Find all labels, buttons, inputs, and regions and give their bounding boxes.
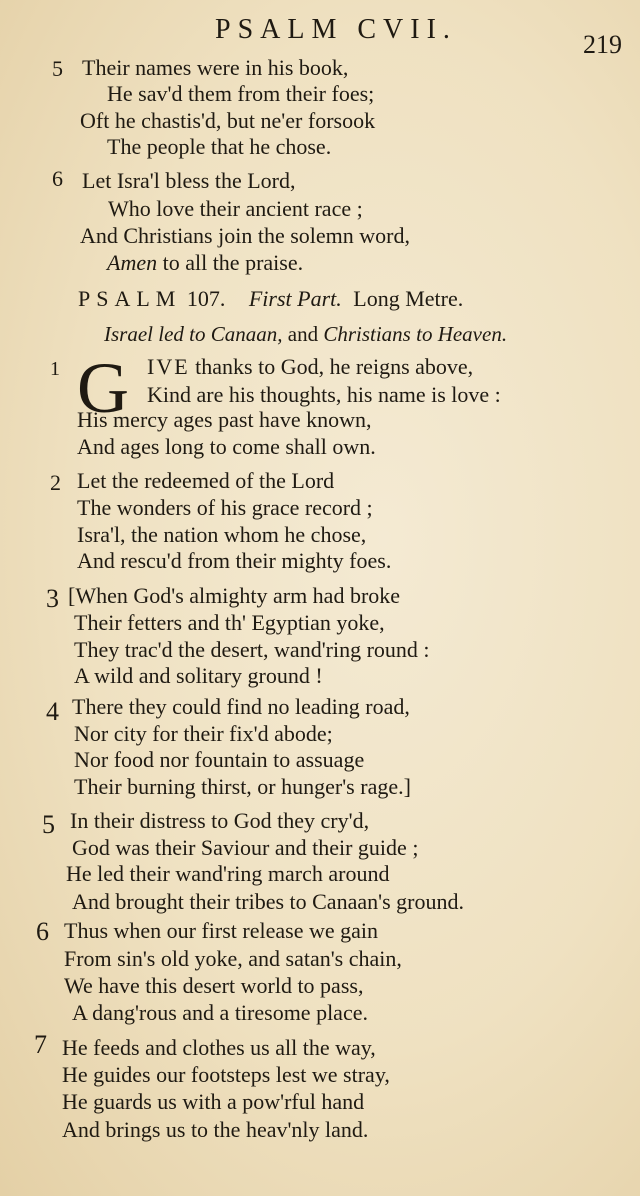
verse-line: The people that he chose.	[107, 134, 332, 159]
psalm-metre: Long Metre.	[353, 286, 464, 311]
verse-line: From sin's old yoke, and satan's chain,	[64, 946, 402, 971]
verse-number: 5	[42, 810, 55, 839]
verse-number: 5	[52, 56, 63, 81]
page-number: 219	[583, 30, 622, 59]
verse-line: He guides our footsteps lest we stray,	[62, 1062, 390, 1087]
verse-line: A dang'rous and a tiresome place.	[72, 1000, 368, 1025]
verse-line: Oft he chastis'd, but ne'er forsook	[80, 108, 376, 133]
psalm-number: 107.	[186, 286, 226, 311]
amen-word: Amen	[107, 250, 158, 275]
verse-line: His mercy ages past have known,	[77, 407, 372, 432]
verse-line: [When God's almighty arm had broke	[68, 583, 401, 608]
running-head: PSALM CVII.	[215, 14, 457, 45]
psalm-subtitle	[104, 322, 507, 347]
verse-line: Isra'l, the nation whom he chose,	[77, 522, 367, 547]
verse-line: We have this desert world to pass,	[64, 973, 364, 998]
verse-line	[107, 249, 303, 276]
verse-line: He led their wand'ring march around	[66, 861, 390, 886]
caps-word: IVE	[147, 354, 190, 379]
amen-rest: to all the praise.	[157, 250, 304, 275]
verse-line: Their burning thirst, or hunger's rage.]	[74, 774, 411, 799]
verse-number: 4	[46, 697, 59, 726]
verse-number: 6	[52, 166, 63, 191]
verse-line: Kind are his thoughts, his name is love :	[147, 382, 501, 407]
verse-line: And brings us to the heav'nly land.	[62, 1117, 369, 1142]
psalm-heading	[78, 286, 463, 312]
verse-line: God was their Saviour and their guide ;	[72, 835, 419, 860]
verse-line: He guards us with a pow'rful hand	[62, 1089, 365, 1114]
psalm-word: PSALM	[78, 286, 182, 311]
verse-line	[147, 353, 473, 380]
verse-line: Their fetters and th' Egyptian yoke,	[74, 610, 385, 635]
subtitle-and: and	[287, 322, 319, 346]
subtitle-b: Christians to Heaven.	[323, 322, 508, 346]
verse-line: Let Isra'l bless the Lord,	[82, 168, 296, 193]
verse-line: Let the redeemed of the Lord	[77, 468, 335, 493]
verse-line: He feeds and clothes us all the way,	[62, 1035, 376, 1060]
verse-line: Nor food nor fountain to assuage	[74, 747, 365, 772]
verse-line: And ages long to come shall own.	[77, 434, 376, 459]
psalm-part: First Part.	[248, 286, 342, 311]
verse-number: 1	[50, 358, 60, 380]
verse-number: 2	[50, 470, 61, 495]
verse-number: 6	[36, 917, 49, 946]
verse-line: They trac'd the desert, wand'ring round :	[74, 637, 430, 662]
verse-line: Thus when our first release we gain	[64, 918, 379, 943]
verse-line: Their names were in his book,	[82, 55, 349, 80]
drop-cap: G	[77, 348, 129, 428]
verse-line: Who love their ancient race ;	[108, 196, 363, 221]
line-rest: thanks to God, he reigns above,	[189, 354, 474, 379]
verse-line: In their distress to God they cry'd,	[70, 808, 370, 833]
verse-line: And Christians join the solemn word,	[80, 223, 410, 248]
verse-line: The wonders of his grace record ;	[77, 495, 373, 520]
verse-line: And rescu'd from their mighty foes.	[77, 548, 392, 573]
verse-line: A wild and solitary ground !	[74, 663, 323, 688]
verse-line: Nor city for their fix'd abode;	[74, 721, 333, 746]
verse-number: 7	[34, 1030, 47, 1059]
verse-line: And brought their tribes to Canaan's ground.	[72, 889, 464, 914]
verse-line: There they could find no leading road,	[72, 694, 410, 719]
verse-number: 3	[46, 584, 59, 613]
subtitle-a: Israel led to Canaan,	[104, 322, 283, 346]
verse-line: He sav'd them from their foes;	[107, 81, 375, 106]
